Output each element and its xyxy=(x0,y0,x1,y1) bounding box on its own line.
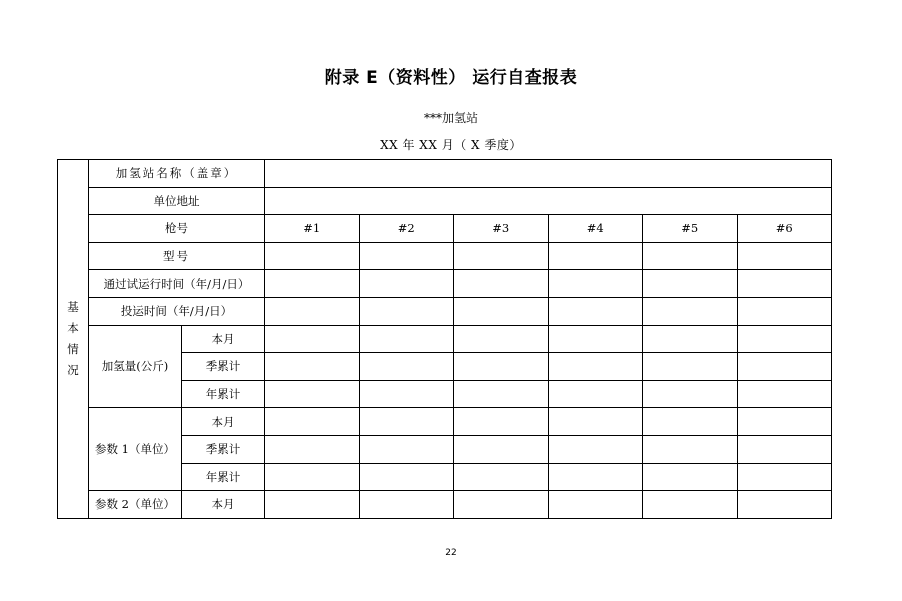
label-trial-time: 通过试运行时间（年/月/日） xyxy=(89,270,265,298)
label-year-total: 年累计 xyxy=(182,380,265,408)
table-cell[interactable] xyxy=(454,325,549,353)
table-cell[interactable] xyxy=(265,270,360,298)
row-station-name xyxy=(58,160,832,188)
table-cell[interactable] xyxy=(643,380,738,408)
gun-header: #4 xyxy=(548,215,643,243)
table-cell[interactable] xyxy=(454,353,549,381)
section-label-char: 况 xyxy=(67,362,79,377)
section-label-basic-info xyxy=(58,160,89,519)
report-period: XX 年 XX 月（ X 季度） xyxy=(380,138,522,152)
label-quarter-total: 季累计 xyxy=(182,435,265,463)
table-cell[interactable] xyxy=(548,408,643,436)
row-fill-this-month xyxy=(58,325,832,353)
table-cell[interactable] xyxy=(265,325,360,353)
gun-header: #2 xyxy=(359,215,454,243)
table-cell[interactable] xyxy=(737,325,832,353)
table-cell[interactable] xyxy=(643,242,738,270)
label-year-total: 年累计 xyxy=(182,463,265,491)
table-cell[interactable] xyxy=(548,463,643,491)
row-gun-no xyxy=(58,215,832,243)
table-cell[interactable] xyxy=(454,463,549,491)
table-cell[interactable] xyxy=(643,297,738,325)
table-cell[interactable] xyxy=(737,491,832,519)
table-cell[interactable] xyxy=(359,242,454,270)
report-title: 附录 E（资料性） 运行自查报表 xyxy=(324,68,578,88)
table-cell[interactable] xyxy=(265,242,360,270)
table-cell[interactable] xyxy=(643,325,738,353)
table-cell[interactable] xyxy=(454,380,549,408)
row-param1-this-month xyxy=(58,408,832,436)
label-this-month: 本月 xyxy=(182,408,265,436)
table-cell[interactable] xyxy=(454,297,549,325)
table-cell[interactable] xyxy=(643,270,738,298)
cell-address-value[interactable] xyxy=(265,187,832,215)
table-cell[interactable] xyxy=(737,408,832,436)
gun-header: #6 xyxy=(737,215,832,243)
label-operation-time: 投运时间（年/月/日） xyxy=(89,297,265,325)
label-address: 单位地址 xyxy=(89,187,265,215)
table-cell[interactable] xyxy=(359,353,454,381)
row-param2-this-month xyxy=(58,491,832,519)
label-fill-amount: 加氢量(公斤) xyxy=(89,325,182,408)
label-param1: 参数 1（单位） xyxy=(89,408,182,491)
table-cell[interactable] xyxy=(737,380,832,408)
table-cell[interactable] xyxy=(359,297,454,325)
row-address xyxy=(58,187,832,215)
table-cell[interactable] xyxy=(548,353,643,381)
label-station-name: 加氢站名称（盖章） xyxy=(89,160,265,188)
row-operation-time xyxy=(58,297,832,325)
table-cell[interactable] xyxy=(548,297,643,325)
gun-header: #1 xyxy=(265,215,360,243)
label-this-month: 本月 xyxy=(182,325,265,353)
section-label-char: 基 xyxy=(67,299,79,314)
table-cell[interactable] xyxy=(359,435,454,463)
table-cell[interactable] xyxy=(265,435,360,463)
table-cell[interactable] xyxy=(265,297,360,325)
page-number: 22 xyxy=(445,548,457,558)
table-cell[interactable] xyxy=(643,491,738,519)
table-cell[interactable] xyxy=(359,408,454,436)
gun-header: #3 xyxy=(454,215,549,243)
table-cell[interactable] xyxy=(359,491,454,519)
table-cell[interactable] xyxy=(643,353,738,381)
row-trial-time xyxy=(58,270,832,298)
label-quarter-total: 季累计 xyxy=(182,353,265,381)
gun-header: #5 xyxy=(643,215,738,243)
table-cell[interactable] xyxy=(548,435,643,463)
cell-station-name-value[interactable] xyxy=(265,160,832,188)
table-cell[interactable] xyxy=(643,435,738,463)
table-cell[interactable] xyxy=(643,408,738,436)
table-cell[interactable] xyxy=(265,463,360,491)
table-cell[interactable] xyxy=(454,270,549,298)
table-cell[interactable] xyxy=(548,380,643,408)
table-cell[interactable] xyxy=(737,463,832,491)
table-cell[interactable] xyxy=(265,380,360,408)
table-cell[interactable] xyxy=(454,408,549,436)
section-label-char: 情 xyxy=(67,341,79,356)
table-cell[interactable] xyxy=(359,463,454,491)
table-cell[interactable] xyxy=(454,435,549,463)
section-label-char: 本 xyxy=(67,320,79,335)
table-cell[interactable] xyxy=(548,325,643,353)
label-this-month: 本月 xyxy=(182,491,265,519)
table-cell[interactable] xyxy=(359,270,454,298)
table-cell[interactable] xyxy=(265,408,360,436)
label-model: 型号 xyxy=(89,242,265,270)
table-cell[interactable] xyxy=(737,353,832,381)
table-cell[interactable] xyxy=(643,463,738,491)
station-name: ***加氢站 xyxy=(423,111,478,125)
row-model xyxy=(58,242,832,270)
table-cell[interactable] xyxy=(265,353,360,381)
table-cell[interactable] xyxy=(454,242,549,270)
table-cell[interactable] xyxy=(737,242,832,270)
table-cell[interactable] xyxy=(548,491,643,519)
table-cell[interactable] xyxy=(548,270,643,298)
table-cell[interactable] xyxy=(737,297,832,325)
table-cell[interactable] xyxy=(548,242,643,270)
table-cell[interactable] xyxy=(359,380,454,408)
report-table xyxy=(57,159,832,519)
table-cell[interactable] xyxy=(454,491,549,519)
label-gun-no: 枪号 xyxy=(89,215,265,243)
table-cell[interactable] xyxy=(737,270,832,298)
label-param2: 参数 2（单位） xyxy=(89,491,182,519)
table-cell[interactable] xyxy=(737,435,832,463)
table-cell[interactable] xyxy=(359,325,454,353)
table-cell[interactable] xyxy=(265,491,360,519)
